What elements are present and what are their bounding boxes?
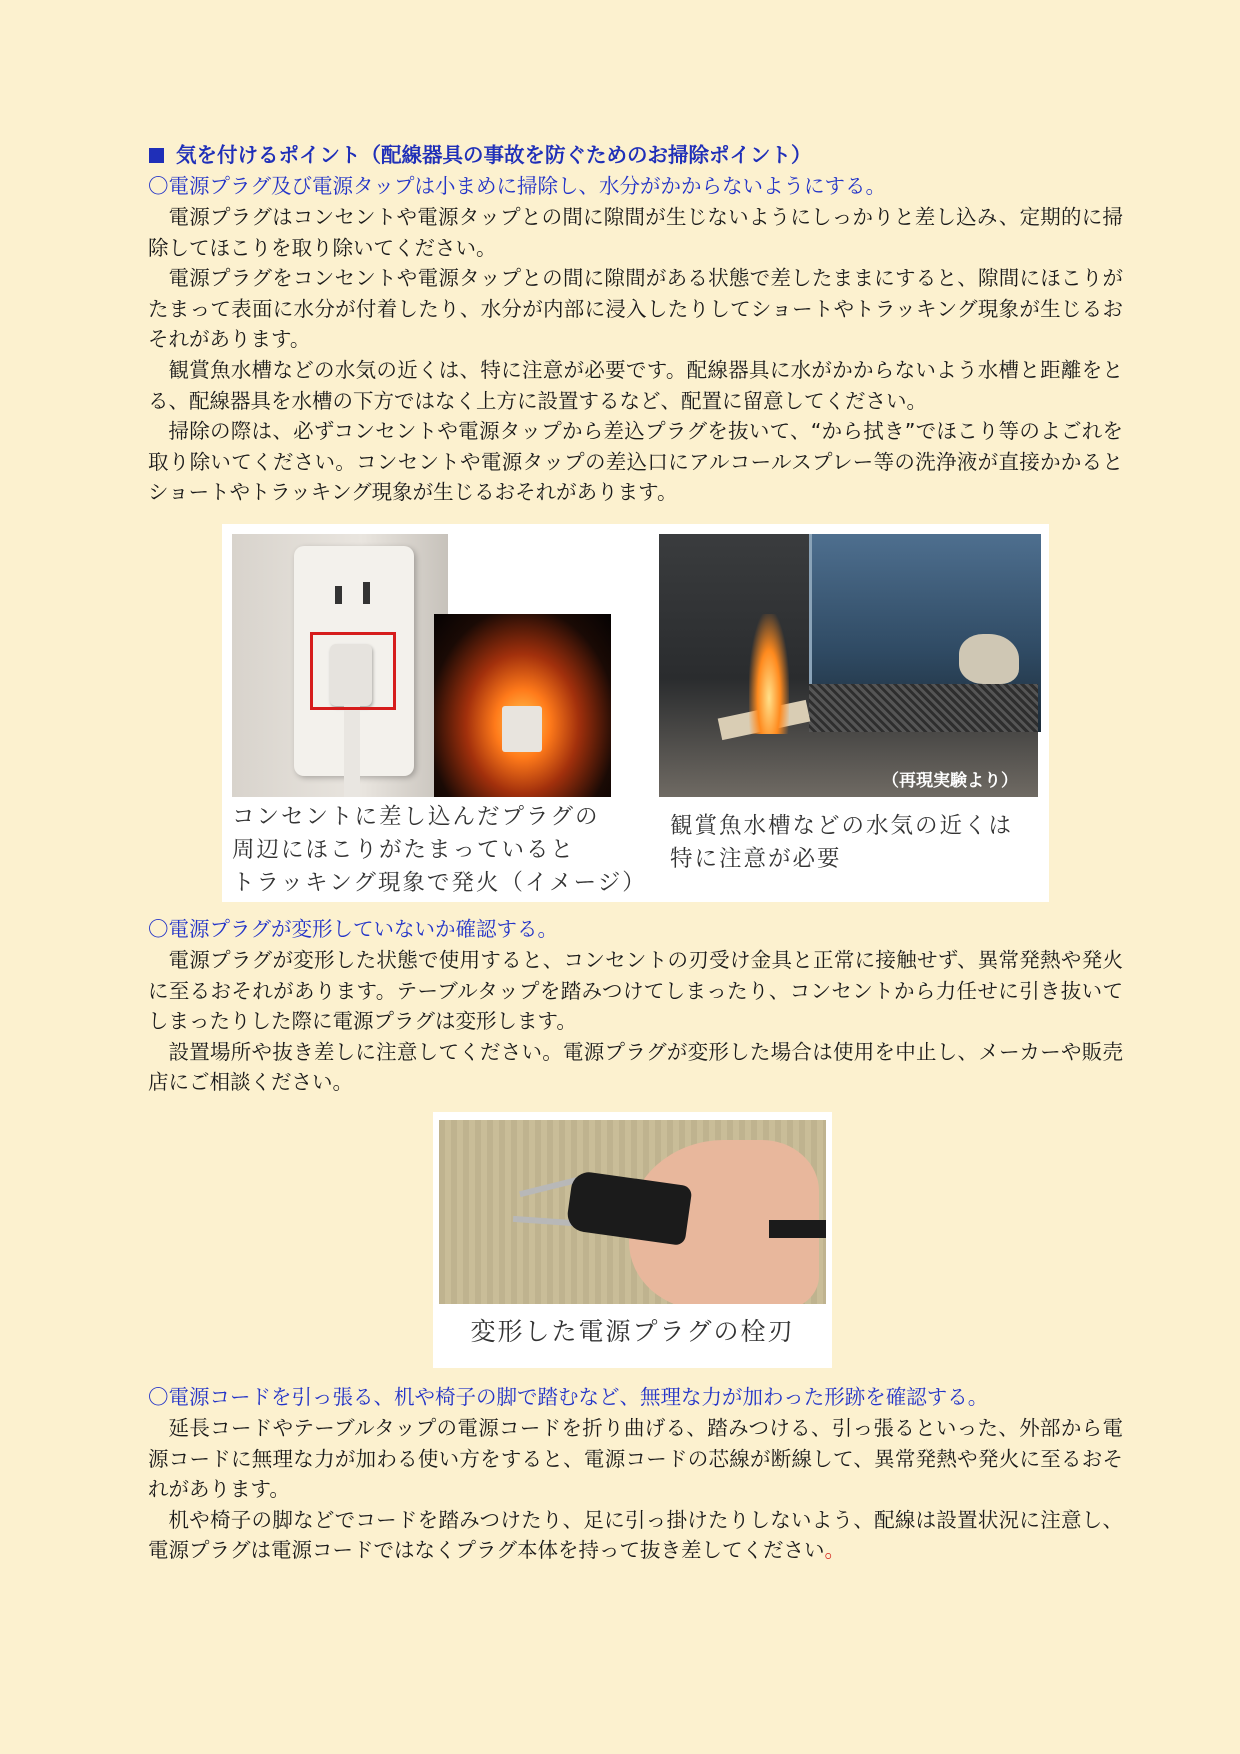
fire-photo (434, 614, 611, 797)
point-2-title: 〇電源プラグが変形していないか確認する。 (148, 916, 558, 941)
plug-cord (769, 1220, 826, 1238)
square-bullet-icon (149, 148, 164, 163)
caption-line: コンセントに差し込んだプラグの (232, 803, 600, 830)
paragraph: 電源プラグをコンセントや電源タップとの間に隙間がある状態で差したままにすると、隙間にほこりがたまって表面に水分が付着したり、水分が内部に浸入したりしてショートやトラッキング現象が生じるおそれがあります。 (148, 266, 1123, 352)
outlet-photo (232, 534, 448, 797)
paragraph: 掃除の際は、必ずコンセントや電源タップから差込プラグを抜いて、“から拭き”でほこり等のよごれを取り除いてください。コンセントや電源タップの差込口にアルコールスプレー等の洗浄液が直接かかるとショートやトラッキング現象が生じるおそれがあります。 (148, 419, 1123, 505)
paragraph: 電源プラグが変形した状態で使用すると、コンセントの刃受け金具と正常に接触せず、異常発熱や発火に至るおそれがあります。テーブルタップを踏みつけてしまったり、コンセントから力任せに引き抜いてしまったりした際に電源プラグは変形します。 (148, 947, 1123, 1034)
point-3-title: 〇電源コードを引っ張る、机や椅子の脚で踏むなど、無理な力が加わった形跡を確認する。 (148, 1384, 989, 1409)
caption-line: 観賞魚水槽などの水気の近くは (670, 812, 1014, 839)
outlet-slot (363, 582, 370, 604)
point-1-title: 〇電源プラグ及び電源タップは小まめに掃除し、水分がかからないようにする。 (148, 174, 886, 198)
aquarium-photo (659, 534, 1038, 797)
paragraph: 設置場所や抜き差しに注意してください。電源プラグが変形した場合は使用を中止し、メーカーや販売店にご相談ください。 (148, 1039, 1123, 1095)
paragraph: 観賞魚水槽などの水気の近くは、特に注意が必要です。配線器具に水がかからないよう水槽と距離をとる、配線器具を水槽の下方ではなく上方に設置するなど、配置に留意してください。 (148, 357, 1123, 413)
aquarium-gravel (809, 684, 1038, 732)
section-heading (148, 140, 1123, 171)
caption-line: 周辺にほこりがたまっていると (232, 836, 576, 863)
plug-prong (513, 1216, 573, 1226)
aquarium-rock (959, 634, 1019, 684)
figure-deformed-plug (433, 1112, 832, 1368)
heading-text: 気を付けるポイント（配線器具の事故を防ぐためのお掃除ポイント） (176, 143, 812, 167)
document-page (148, 140, 1123, 1566)
caption-left (232, 801, 652, 900)
photo-note: （再現実験より） (882, 770, 1018, 791)
final-mark: 。 (824, 1538, 845, 1563)
caption-line: 特に注意が必要 (670, 845, 842, 872)
paragraph-text: 机や椅子の脚などでコードを踏みつけたり、足に引っ掛けたりしないよう、配線は設置状況に注意し、電源プラグは電源コードではなくプラグ本体を持って抜き差してください (148, 1507, 1123, 1563)
flame (749, 614, 789, 734)
paragraph (148, 1505, 1123, 1566)
caption-right (670, 810, 1040, 876)
caption-line: トラッキング現象で発火（イメージ） (232, 869, 647, 896)
figure-tracking-fire (222, 524, 1049, 902)
caption: 変形した電源プラグの栓刃 (470, 1316, 795, 1346)
paragraph: 電源プラグはコンセントや電源タップとの間に隙間が生じないようにしっかりと差し込み、定期的に掃除してほこりを取り除いてください。 (148, 205, 1123, 260)
paragraph: 延長コードやテーブルタップの電源コードを折り曲げる、踏みつける、引っ張るといった、外部から電源コードに無理な力が加わる使い方をすると、電源コードの芯線が断線して、異常発熱や発火に至るおそれがあります。 (148, 1415, 1123, 1502)
outlet-slot (335, 586, 342, 604)
plug-cord (344, 704, 360, 797)
plug-photo (439, 1120, 826, 1304)
burning-socket (502, 706, 542, 752)
highlight-box (310, 632, 396, 710)
